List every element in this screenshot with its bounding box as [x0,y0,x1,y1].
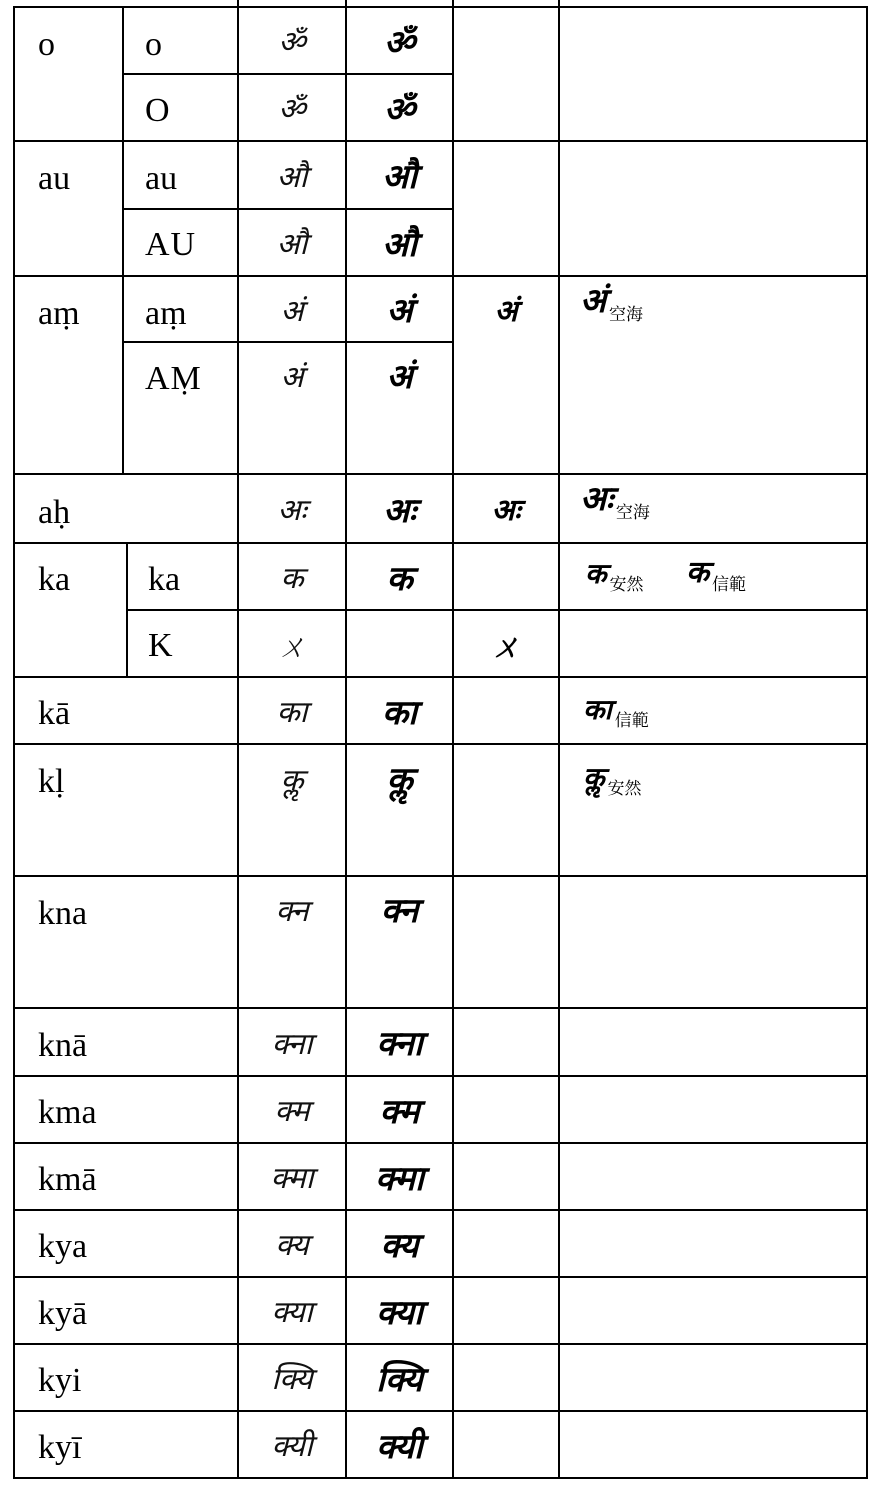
siddham-bold-glyph: क्मा [375,1158,424,1199]
siddham-thin-glyph: औ [276,159,308,195]
rule [558,0,560,1479]
variant-glyph: क [686,555,710,590]
siddham-thin-glyph: ㄨ [277,629,307,665]
form-label: K [148,627,174,664]
variant-item [580,281,643,325]
siddham-bold-glyph: ॐ [383,22,415,63]
variant-item [580,479,650,523]
roman-label: kyā [38,1295,88,1332]
siddham-thin-glyph: अः [277,493,307,528]
roman-label: aṃ [38,295,80,332]
siddham-bold-glyph: अं [386,291,413,331]
alt-glyph: अः [491,493,521,528]
variant-glyph: का [583,693,612,726]
siddham-bold-glyph: क [386,558,413,599]
roman-label: kmā [38,1161,97,1198]
rule [452,0,454,1479]
variant-glyph: क [585,557,607,590]
rule [122,6,124,475]
siddham-bold-glyph: क्म [379,1091,420,1132]
variant-item [583,761,642,799]
variant-source: 空海 [615,503,650,523]
roman-label: kma [38,1094,97,1131]
siddham-bold-glyph: क्यी [376,1426,423,1467]
siddham-bold-glyph: औ [382,157,417,197]
variant-item [583,693,649,731]
rule [13,1477,868,1479]
siddham-thin-glyph: अं [280,293,304,329]
variant-item [686,555,747,595]
roman-label: o [38,26,55,63]
roman-label: au [38,160,71,197]
siddham-thin-glyph: क्य [275,1228,309,1263]
siddham-thin-glyph: ॐ [278,25,306,60]
variant-source: 安然 [609,575,644,595]
siddham-thin-glyph: का [276,695,308,730]
siddham-thin-glyph: औ [276,227,308,262]
siddham-thin-glyph: क [280,561,304,596]
variant-source: 信範 [712,575,747,595]
rule [13,6,15,1479]
siddham-bold-glyph: ॐ [383,89,415,130]
siddham-thin-glyph: क्यी [271,1429,313,1464]
rule [866,6,868,1479]
siddham-thin-glyph: क्या [271,1295,313,1330]
variant-glyph: अः [580,479,613,519]
variant-source: 空海 [608,305,643,325]
siddham-bold-glyph: औ [382,224,417,265]
siddham-thin-glyph: क्मा [270,1161,314,1196]
form-label: AU [145,226,197,263]
form-label: au [145,160,178,197]
siddham-bold-glyph: अः [383,490,416,531]
rule [126,542,128,678]
roman-label: kyi [38,1362,82,1399]
form-label: ka [148,561,181,598]
form-label: o [145,26,162,63]
siddham-thin-glyph: क्न [275,893,309,929]
variant-item [585,557,644,595]
siddham-bold-glyph: क्यि [376,1359,423,1400]
roman-label: knā [38,1027,88,1064]
roman-label: kā [38,695,71,732]
variant-source: 信範 [614,711,649,731]
siddham-thin-glyph: क्यि [271,1362,313,1397]
siddham-bold-glyph: क्न [380,891,419,931]
siddham-bold-glyph: अं [386,357,413,397]
siddham-thin-glyph: क्म [274,1094,310,1129]
variant-glyph: अं [580,281,606,321]
roman-label: kya [38,1228,88,1265]
siddham-thin-glyph: अं [280,359,304,395]
roman-label: aḥ [38,494,71,531]
form-label: AṂ [145,360,202,397]
roman-label: ka [38,561,71,598]
roman-label: kyī [38,1429,82,1466]
form-label: aṃ [145,295,187,332]
alt-glyph: ㄨ [491,629,521,665]
siddham-bold-glyph: क्या [376,1292,423,1333]
siddham-bold-glyph: क्ना [376,1024,423,1064]
variant-glyph: कॢ [583,761,605,794]
siddham-bold-glyph [347,611,452,676]
siddham-bold-glyph: का [382,692,417,733]
siddham-bold-glyph: क्य [380,1225,419,1266]
siddham-thin-glyph: कॢ [280,762,304,798]
alt-glyph: अं [494,293,518,329]
siddham-thin-glyph: क्ना [271,1026,313,1062]
roman-label: kna [38,895,88,932]
siddham-bold-glyph: कॢ [386,760,413,800]
variant-source: 安然 [607,779,642,799]
roman-label: kḷ [38,763,65,800]
siddham-thin-glyph: ॐ [278,92,306,127]
form-label: O [145,92,171,129]
